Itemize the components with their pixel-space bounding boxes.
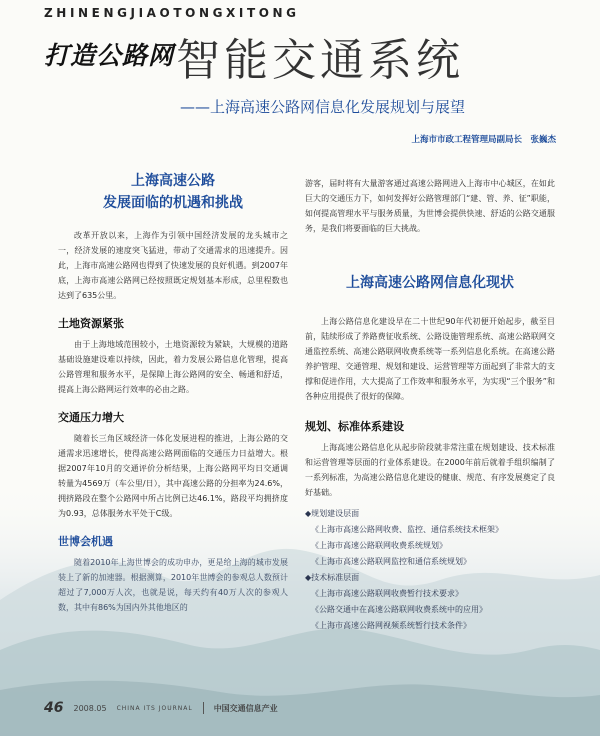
page-subtitle: ——上海高速公路网信息化发展规划与展望 bbox=[180, 98, 466, 116]
subheading-traffic-pressure: 交通压力增大 bbox=[58, 411, 124, 424]
bullet-heading-technical: ◆技术标准层面 bbox=[305, 573, 360, 582]
continued-paragraph: 游客，届时将有大量游客通过高速公路网进入上海市中心城区，在如此巨大的交通压力下，如何发挥好公路管理部门“建、管、养、征”职能，如何提高管理水平与服务质量，为世博会提供快速、舒适的公路交通服务，是我们将要面临的巨大挑战。 bbox=[305, 179, 555, 233]
magazine-name-en: CHINA ITS JOURNAL bbox=[116, 704, 193, 712]
traffic-paragraph: 随着长三角区域经济一体化发展进程的推进，上海公路的交通需求迅速增长，使得高速公路网面临的交通压力日益增大。根据2007年10月的交通评价分析结果，上海公路网平均日交通调转量为4569万（车公里/日），其中高速公路的分担率为24.6%，拥挤路段在整个公路网中所占比例已达46.1%，路段平均拥挤度为0.93，总体服务水平处于C级。 bbox=[58, 434, 288, 518]
issue-date: 2008.05 bbox=[73, 703, 107, 713]
subheading-standards: 规划、标准体系建设 bbox=[305, 420, 404, 433]
standards-list bbox=[305, 506, 555, 634]
right-column bbox=[305, 176, 555, 634]
bullet-heading-planning: ◆规划建设层面 bbox=[305, 509, 360, 518]
magazine-name-cn: 中国交通信息产业 bbox=[213, 703, 278, 713]
page-title: 智能交通系统 bbox=[176, 35, 464, 86]
section-heading-status: 上海高速公路网信息化现状 bbox=[346, 275, 514, 291]
list-item: 《公路交通中在高速公路联网收费系统中的应用》 bbox=[311, 605, 487, 614]
page-number: 46 bbox=[44, 700, 64, 716]
heading-line-1: 上海高速公路 bbox=[131, 173, 215, 189]
section-heading-opportunities bbox=[58, 170, 288, 214]
heading-line-2: 发展面临的机遇和挑战 bbox=[103, 195, 243, 211]
page-footer bbox=[44, 700, 278, 716]
subheading-land: 土地资源紧张 bbox=[58, 317, 124, 330]
list-item: 《上海市高速公路网视频系统暂行技术条件》 bbox=[311, 621, 471, 630]
expo-paragraph: 随着2010年上海世博会的成功申办，更是给上海的城市发展装上了新的加速器。根据测算，2010年世博会的参观总人数预计超过了7,000万人次，也就是说，每天约有40万人次的参观人数，其中有86%为国内外其他地区的 bbox=[58, 558, 288, 612]
subheading-expo: 世博会机遇 bbox=[58, 535, 113, 548]
status-paragraph: 上海公路信息化建设早在二十世纪90年代初便开始起步，截至目前，陆续形成了养路费征收系统、公路设施管理系统、高速公路联网交通监控系统、高速公路联网收费系统等一系列信息化系统。在高速公路养护管理、交通管理、规划和建设、运营管理等方面起到了非常大的支撑和促进作用，大大提高了工作效率和服务水平，为实现“三个服务”和各种应用提供了很好的保障。 bbox=[305, 317, 555, 401]
intro-paragraph: 改革开放以来，上海作为引领中国经济发展的龙头城市之一，经济发展的速度突飞猛进，带动了交通需求的迅速提升。因此，上海市高速公路网也得到了快速发展的良好机遇。到2007年底，上海市高速公路网已经按照既定规划基本形成，总里程数也达到了635公里。 bbox=[58, 231, 288, 300]
author-line: 上海市市政工程管理局副局长 张巍杰 bbox=[411, 135, 556, 145]
pinyin-header: ZHINENGJIAOTONGXITONG bbox=[44, 6, 300, 20]
list-item: 《上海市高速公路网收费、监控、通信系统技术框架》 bbox=[311, 525, 503, 534]
standards-paragraph: 上海高速公路信息化从起步阶段就非常注重在规划建设、技术标准和运营管理等层面的行业体系建设。在2000年前后就着手组织编制了一系列标准，为高速公路信息化建设的健康、规范、有序发展奠定了良好基础。 bbox=[305, 443, 555, 497]
list-item: 《上海市高速公路联网监控和通信系统规划》 bbox=[311, 557, 471, 566]
list-item: 《上海市高速公路联网收费暂行技术要求》 bbox=[311, 589, 463, 598]
list-item: 《上海市高速公路联网收费系统规划》 bbox=[311, 541, 447, 550]
land-paragraph: 由于上海地域范围较小，土地资源较为紧缺，大规模的道路基础设施建设难以持续，因此，着力发展公路信息化管理，提高公路管理和服务水平，是保障上海公路网的安全、畅通和舒适，提高上海公路网运行效率的必由之路。 bbox=[58, 340, 288, 394]
left-column bbox=[58, 160, 288, 615]
title-kicker: 打造公路网 bbox=[44, 41, 175, 70]
footer-divider bbox=[203, 702, 204, 714]
